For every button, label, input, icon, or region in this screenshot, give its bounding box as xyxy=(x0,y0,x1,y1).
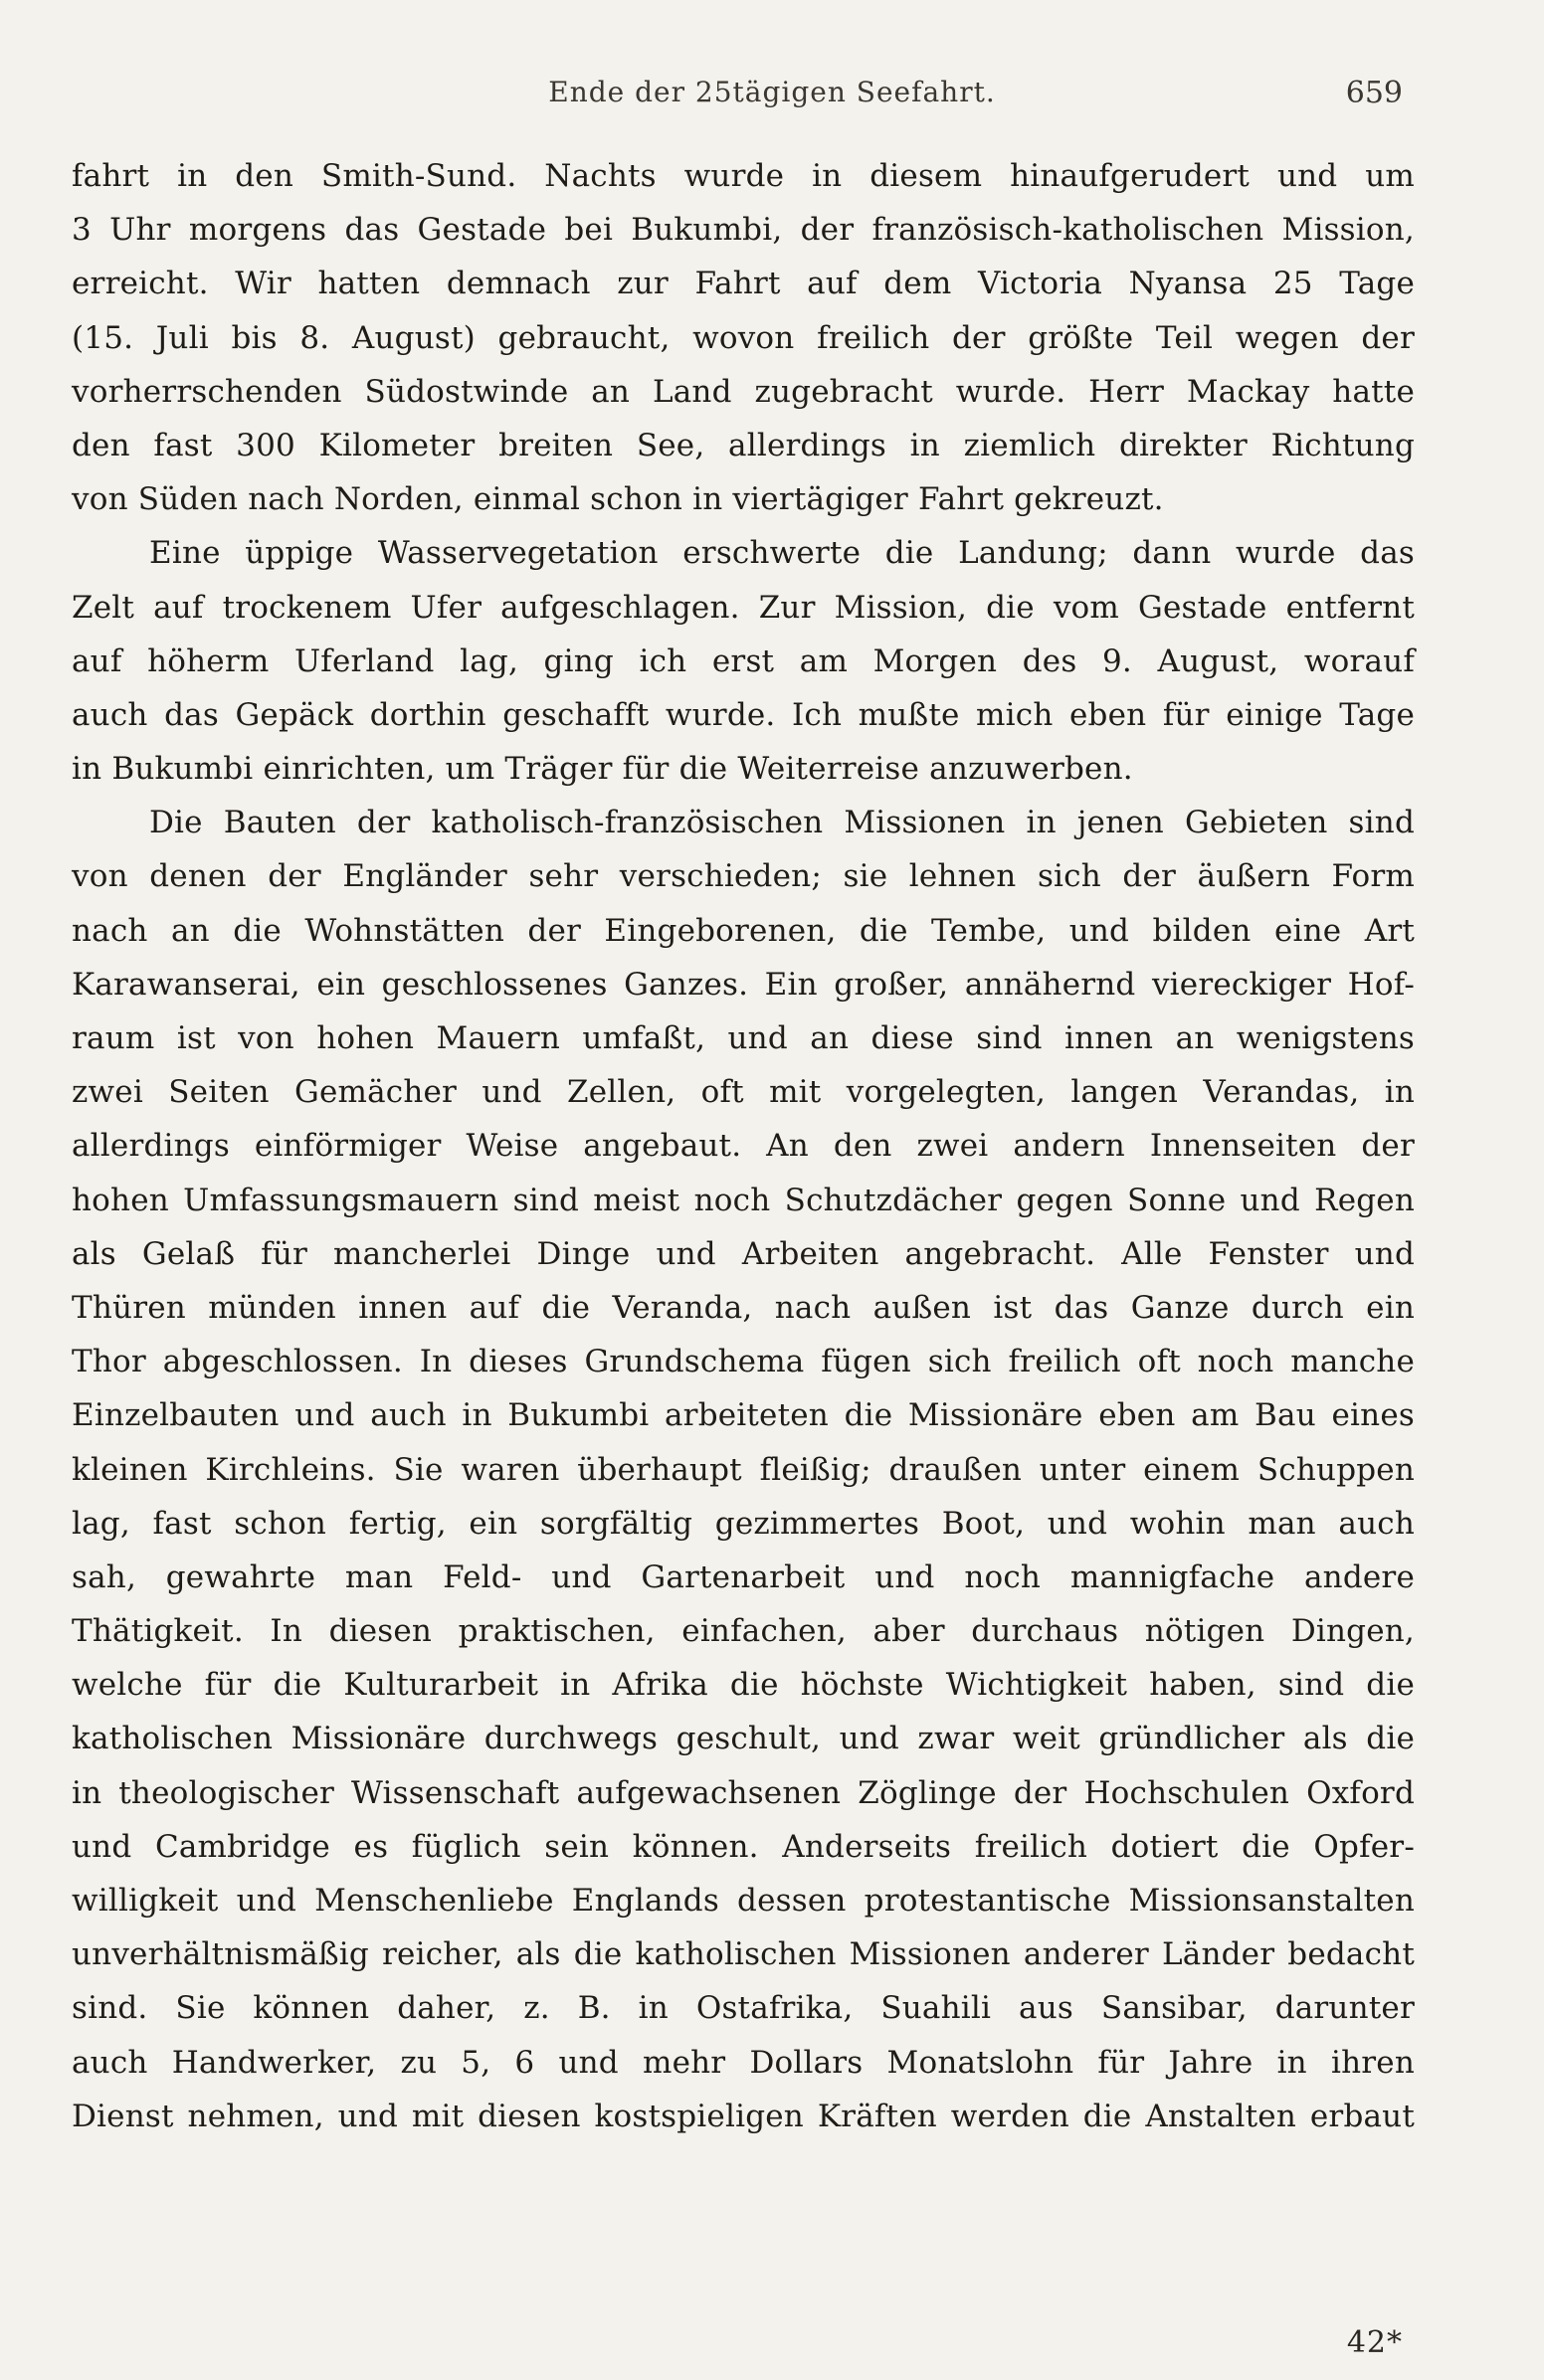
text-line: in theologischer Wissenschaft aufgewachsenen Zöglinge der Hochschulen Oxford xyxy=(72,1774,1415,1811)
text-line: in Bukumbi einrichten, um Träger für die Weiterreise anzuwerben. xyxy=(72,751,1133,788)
text-line: katholischen Missionäre durchwegs geschult, und zwar weit gründlicher als die xyxy=(72,1721,1415,1757)
text-line: nach an die Wohnstätten der Eingeborenen, die Tembe, und bilden eine Art xyxy=(72,912,1415,949)
text-line: und Cambridge es füglich sein können. Anderseits freilich dotiert die Opfer- xyxy=(72,1828,1415,1865)
text-line: auch das Gepäck dorthin geschafft wurde. Ich mußte mich eben für einige Tage xyxy=(72,696,1415,733)
text-line: unverhältnismäßig reicher, als die katholischen Missionen anderer Länder bedacht xyxy=(72,1936,1415,1973)
text-line: hohen Umfassungsmauern sind meist noch Schutzdächer gegen Sonne und Regen xyxy=(72,1182,1415,1218)
text-line: 3 Uhr morgens das Gestade bei Bukumbi, der französisch-katholischen Mission, xyxy=(72,212,1415,249)
text-line: Thor abgeschlossen. In dieses Grundschema fügen sich freilich oft noch manche xyxy=(72,1344,1415,1380)
page-number: 659 xyxy=(1345,76,1403,110)
text-line: kleinen Kirchleins. Sie waren überhaupt fleißig; draußen unter einem Schuppen xyxy=(72,1451,1415,1488)
text-line: willigkeit und Menschenliebe Englands dessen protestantische Missionsanstalten xyxy=(72,1883,1415,1919)
text-line: vorherrschenden Südostwinde an Land zugebracht wurde. Herr Mackay hatte xyxy=(72,373,1415,410)
text-line: Eine üppige Wasservegetation erschwerte die Landung; dann wurde das xyxy=(149,535,1415,572)
text-line: Dienst nehmen, und mit diesen kostspieligen Kräften werden die Anstalten erbaut xyxy=(72,2098,1415,2134)
text-line: lag, fast schon fertig, ein sorgfältig gezimmertes Boot, und wohin man auch xyxy=(72,1505,1415,1542)
text-line: erreicht. Wir hatten demnach zur Fahrt auf dem Victoria Nyansa 25 Tage xyxy=(72,266,1415,302)
text-line: auf höherm Uferland lag, ging ich erst am Morgen des 9. August, worauf xyxy=(72,642,1415,679)
text-line: zwei Seiten Gemächer und Zellen, oft mit vorgelegten, langen Verandas, in xyxy=(72,1074,1415,1111)
text-line: von Süden nach Norden, einmal schon in viertägiger Fahrt gekreuzt. xyxy=(72,481,1164,518)
body-text xyxy=(72,149,1415,2143)
text-line: sind. Sie können daher, z. B. in Ostafrika, Suahili aus Sansibar, darunter xyxy=(72,1990,1415,2027)
text-line: allerdings einförmiger Weise angebaut. An den zwei andern Innenseiten der xyxy=(72,1128,1415,1165)
running-title: Ende der 25tägigen Seefahrt. xyxy=(548,76,996,108)
text-line: sah, gewahrte man Feld- und Gartenarbeit und noch mannigfache andere xyxy=(72,1558,1415,1595)
text-line: von denen der Engländer sehr verschieden; sie lehnen sich der äußern Form xyxy=(72,858,1415,895)
text-line: Thätigkeit. In diesen praktischen, einfachen, aber durchaus nötigen Dingen, xyxy=(72,1613,1415,1650)
text-line: Zelt auf trockenem Ufer aufgeschlagen. Zur Mission, die vom Gestade entfernt xyxy=(72,589,1415,626)
text-line: fahrt in den Smith-Sund. Nachts wurde in diesem hinaufgerudert und um xyxy=(72,158,1415,194)
running-head xyxy=(0,70,1544,119)
text-line: Thüren münden innen auf die Veranda, nach außen ist das Ganze durch ein xyxy=(72,1289,1415,1326)
text-line: Einzelbauten und auch in Bukumbi arbeiteten die Missionäre eben am Bau eines xyxy=(72,1397,1415,1434)
text-line: Karawanserai, ein geschlossenes Ganzes. Ein großer, annähernd viereckiger Hof- xyxy=(72,966,1415,1003)
signature-mark: 42* xyxy=(1346,2325,1403,2360)
text-line: den fast 300 Kilometer breiten See, allerdings in ziemlich direkter Richtung xyxy=(72,427,1415,463)
text-line: auch Handwerker, zu 5, 6 und mehr Dollars Monatslohn für Jahre in ihren xyxy=(72,2044,1415,2081)
text-line: Die Bauten der katholisch-französischen Missionen in jenen Gebieten sind xyxy=(149,805,1415,841)
text-line: raum ist von hohen Mauern umfaßt, und an diese sind innen an wenigstens xyxy=(72,1020,1415,1056)
text-line: als Gelaß für mancherlei Dinge und Arbeiten angebracht. Alle Fenster und xyxy=(72,1235,1415,1272)
text-line: welche für die Kulturarbeit in Afrika die höchste Wichtigkeit haben, sind die xyxy=(72,1667,1415,1704)
text-line: (15. Juli bis 8. August) gebraucht, wovon freilich der größte Teil wegen der xyxy=(72,319,1415,356)
